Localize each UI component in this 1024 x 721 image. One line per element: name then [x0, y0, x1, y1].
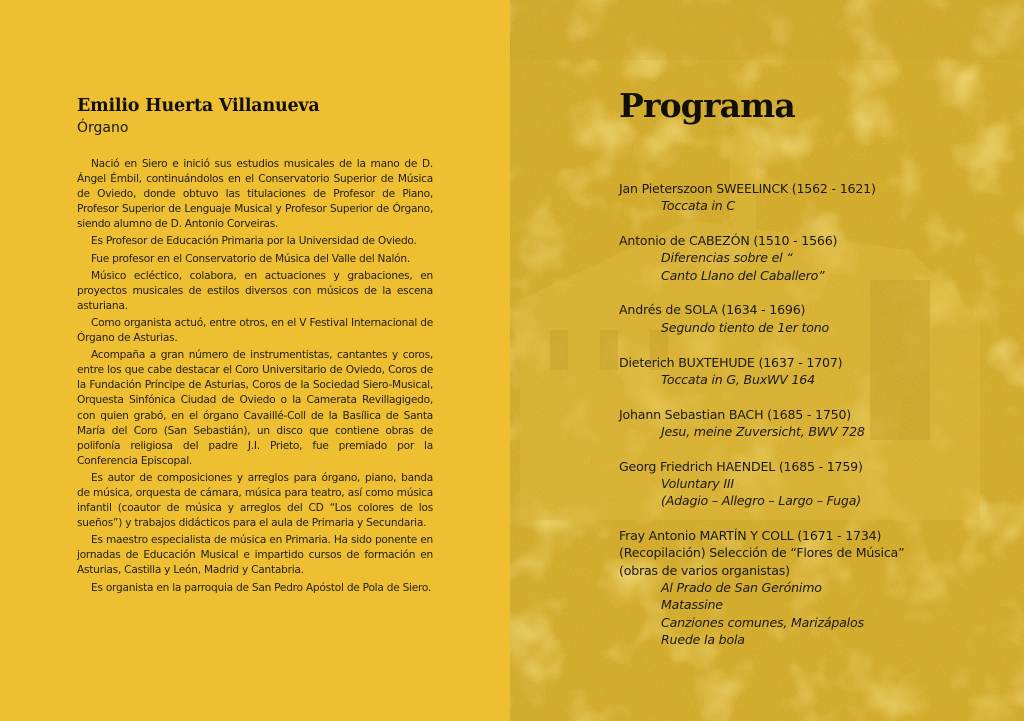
bio-paragraph: Nació en Siero e inició sus estudios musicales de la mano de D. Ángel Émbil, continuándolos en el Conservatorio Superior de Música de Oviedo, donde obtuvo las titulaciones de Profesor de Piano, Profesor Superior de Lenguaje Musical y Profesor Superior de Órgano, siendo alumno de D. Antonio Corveiras.: [77, 158, 433, 231]
work-title: Toccata in C: [661, 198, 735, 214]
program-item: [619, 527, 999, 648]
program-note: (obras de varios organistas): [619, 562, 790, 578]
work-title: Al Prado de San Gerónimo: [661, 580, 822, 596]
work-title: Toccata in G, BuxWV 164: [661, 371, 815, 387]
bio-paragraph: Es autor de composiciones y arreglos para órgano, piano, banda de música, orquesta de cámara, música para teatro, así como música infantil (coautor de música y arreglos del CD “Los colores de los sueños”) y trabajos didácticos para el aula de Primaria y Secundaria.: [77, 471, 433, 530]
program-list: [619, 180, 999, 666]
work-title: Segundo tiento de 1er tono: [661, 319, 830, 335]
performer-instrument: Órgano: [77, 120, 129, 136]
bio-paragraph: Músico ecléctico, colabora, en actuaciones y grabaciones, en proyectos musicales de estilos diversos con músicos de la escena asturiana.: [77, 269, 433, 312]
biography-page: [0, 0, 510, 721]
bio-paragraph: Como organista actuó, entre otros, en el V Festival Internacional de Órgano de Asturias.: [77, 316, 433, 345]
bio-paragraph: Es maestro especialista de música en Primaria. Ha sido ponente en jornadas de Educación Musical e impartido cursos de formación en Asturias, Castilla y León, Madrid y Cantabria.: [77, 534, 433, 577]
program-item: [619, 180, 999, 215]
work-title: (Adagio – Allegro – Largo – Fuga): [661, 493, 861, 509]
program-item: [619, 301, 999, 336]
biography-text: [77, 157, 433, 598]
work-title: Ruede la bola: [661, 631, 745, 647]
composer-name: Antonio de CABEZÓN (1510 - 1566): [619, 233, 838, 249]
composer-name: Jan Pieterszoon SWEELINCK (1562 - 1621): [619, 181, 876, 196]
work-title: Canto Llano del Caballero”: [661, 267, 825, 283]
composer-name: Georg Friedrich HAENDEL (1685 - 1759): [619, 458, 863, 474]
work-title: Canziones comunes, Marizápalos: [661, 614, 864, 630]
program-title: Programa: [619, 86, 795, 125]
composer-name: Dieterich BUXTEHUDE (1637 - 1707): [619, 354, 843, 370]
work-title: Jesu, meine Zuversicht, BWV 728: [661, 423, 865, 439]
bio-paragraph: Fue profesor en el Conservatorio de Música del Valle del Nalón.: [91, 252, 410, 265]
program-item: [619, 458, 999, 510]
program-item: [619, 354, 999, 389]
composer-name: Andrés de SOLA (1634 - 1696): [619, 302, 806, 318]
bio-paragraph: Es organista en la parroquia de San Pedro Apóstol de Pola de Siero.: [91, 581, 432, 594]
composer-name: Fray Antonio MARTÍN Y COLL (1671 - 1734): [619, 528, 882, 544]
composer-name: Johann Sebastian BACH (1685 - 1750): [619, 406, 852, 422]
work-title: Matassine: [661, 597, 723, 613]
performer-name: Emilio Huerta Villanueva: [77, 96, 320, 116]
work-title: Voluntary III: [661, 476, 734, 492]
bio-paragraph: Acompaña a gran número de instrumentistas, cantantes y coros, entre los que cabe destacar el Coro Universitario de Oviedo, Coros de la Fundación Príncipe de Asturias, Coros de la Sociedad Siero-Musical, Orquesta Sinfónica Ciudad de Oviedo o la Camerata Revillagigedo, con quien grabó, en el órgano Cavaillé-Coll de la Basílica de Santa María del Coro (San Sebastián), un disco que contiene obras de polifonía religiosa del padre J.I. Prieto, fue premiado por la Conferencia Episcopal.: [77, 349, 433, 467]
work-title: Diferencias sobre el “: [661, 250, 793, 266]
program-item: [619, 406, 999, 441]
program-item: [619, 232, 999, 284]
bio-paragraph: Es Profesor de Educación Primaria por la Universidad de Oviedo.: [91, 235, 417, 248]
program-note: (Recopilación) Selección de “Flores de Música”: [619, 545, 905, 561]
